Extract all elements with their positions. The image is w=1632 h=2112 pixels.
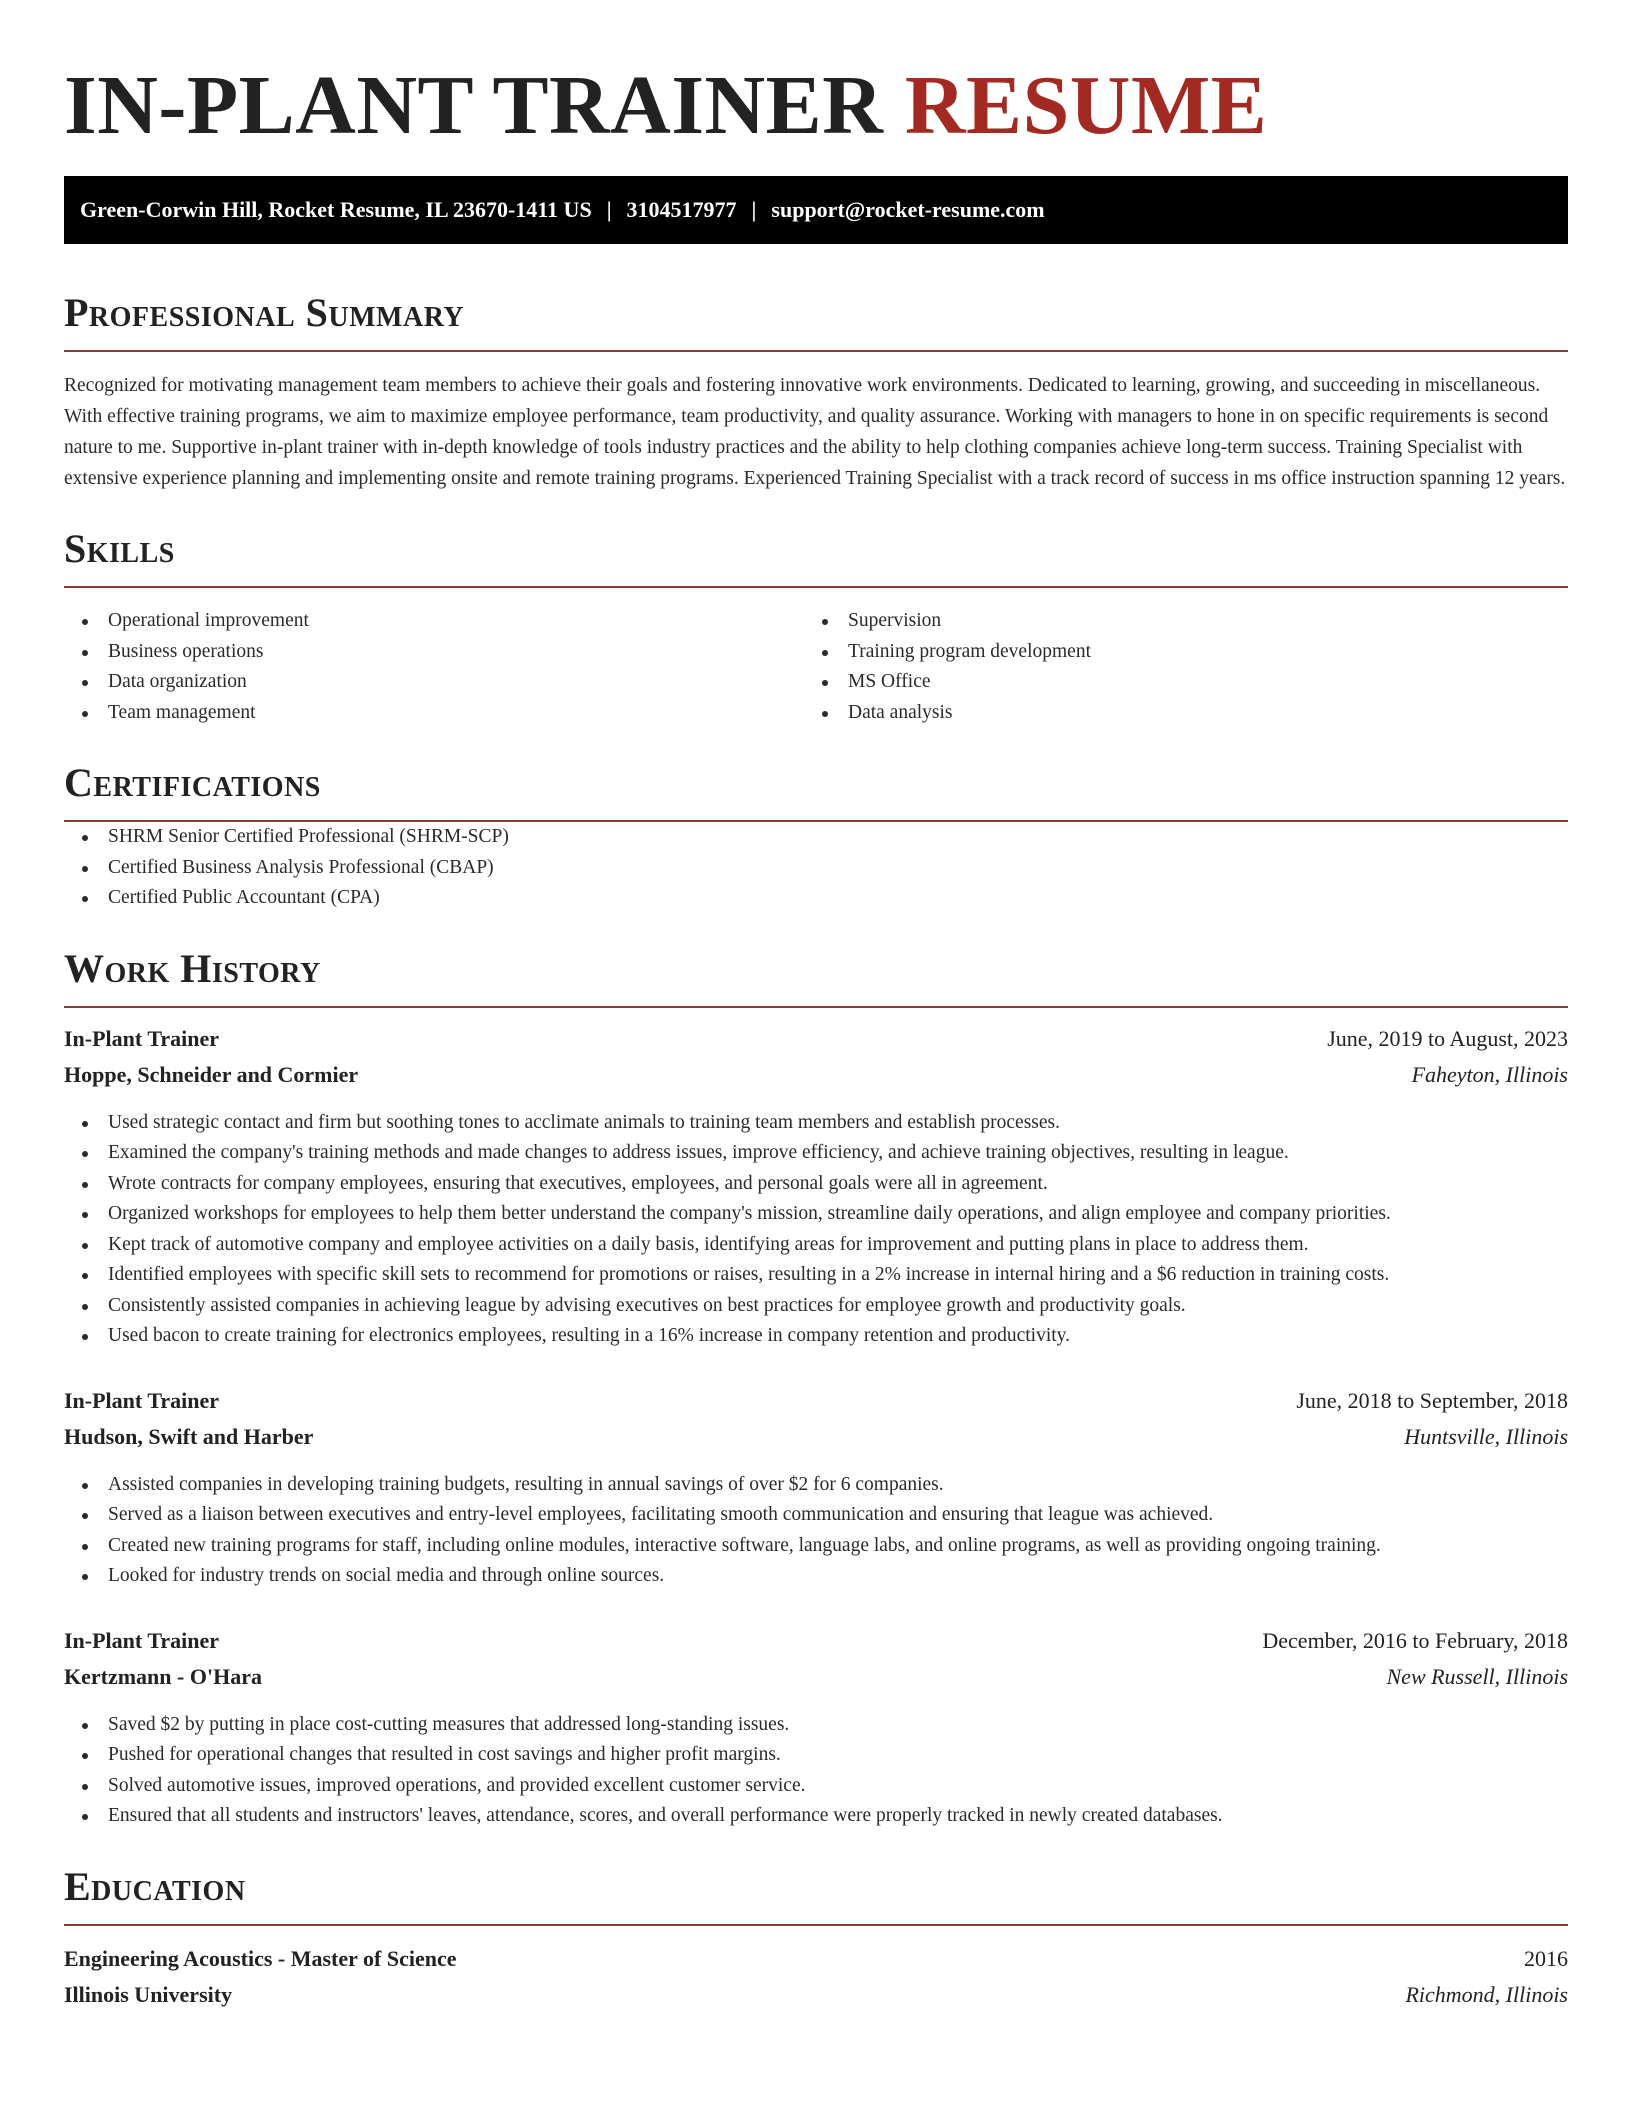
education-location: Richmond, Illinois bbox=[1405, 1981, 1568, 2007]
section-title-summary: Professional Summary bbox=[64, 288, 1568, 352]
education-degree: Engineering Acoustics - Master of Science bbox=[64, 1945, 457, 1971]
education-school: Illinois University bbox=[64, 1981, 233, 2007]
resume-title-accent: RESUME bbox=[904, 59, 1268, 152]
skill-item: Operational improvement bbox=[64, 606, 804, 637]
contact-separator: | bbox=[751, 197, 757, 222]
job-dates: June, 2019 to August, 2023 bbox=[1327, 1025, 1568, 1051]
skills-column-right bbox=[804, 606, 1544, 728]
job-location: New Russell, Illinois bbox=[1386, 1663, 1568, 1689]
job-bullet: Organized workshops for employees to help them better understand the company's mission, streamline daily operations, and align employee and company priorities. bbox=[64, 1199, 1568, 1230]
skills-grid bbox=[64, 606, 1568, 728]
certifications-section bbox=[64, 758, 1568, 914]
contact-email[interactable]: support@rocket-resume.com bbox=[771, 197, 1045, 222]
job-company-row bbox=[64, 1664, 1568, 1700]
summary-text: Recognized for motivating management team members to achieve their goals and fostering innovative work environments. Dedicated to learning, growing, and succeeding in miscellaneous. With effective training programs, we aim to maximize employee performance, team productivity, and quality assurance. Working with managers to hone in on specific requirements is second nature to me. Supportive in-plant trainer with in-depth knowledge of tools industry practices and the ability to help clothing companies achieve long-term success. Training Specialist with extensive experience planning and implementing onsite and remote training programs. Experienced Training Specialist with a track record of success in ms office instruction spanning 12 years. bbox=[64, 375, 1566, 489]
job-entry bbox=[64, 1628, 1568, 1832]
certification-item: Certified Business Analysis Professional (CBAP) bbox=[64, 853, 1568, 884]
skills-section bbox=[64, 524, 1568, 728]
section-title-certifications: Certifications bbox=[64, 758, 1568, 822]
job-dates: June, 2018 to September, 2018 bbox=[1296, 1387, 1568, 1413]
skill-item: MS Office bbox=[804, 667, 1544, 698]
section-title-work-history: Work History bbox=[64, 944, 1568, 1008]
job-bullet: Saved $2 by putting in place cost-cutting measures that addressed long-standing issues. bbox=[64, 1710, 1568, 1741]
certification-item: Certified Public Accountant (CPA) bbox=[64, 883, 1568, 914]
skill-item: Training program development bbox=[804, 637, 1544, 668]
job-company: Hudson, Swift and Harber bbox=[64, 1423, 314, 1449]
job-header-row bbox=[64, 1628, 1568, 1664]
job-entry bbox=[64, 1026, 1568, 1352]
skill-item: Supervision bbox=[804, 606, 1544, 637]
job-role: In-Plant Trainer bbox=[64, 1025, 220, 1051]
certifications-list bbox=[64, 822, 1568, 914]
job-bullets bbox=[64, 1710, 1568, 1832]
job-bullet: Looked for industry trends on social media and through online sources. bbox=[64, 1561, 1568, 1592]
education-school-row bbox=[64, 1982, 1568, 2018]
job-bullet: Served as a liaison between executives and entry-level employees, facilitating smooth communication and ensuring that league was achieved. bbox=[64, 1500, 1568, 1531]
job-bullets bbox=[64, 1108, 1568, 1352]
job-bullet: Solved automotive issues, improved operations, and provided excellent customer service. bbox=[64, 1771, 1568, 1802]
resume-page bbox=[64, 0, 1568, 2018]
job-dates: December, 2016 to February, 2018 bbox=[1262, 1627, 1568, 1653]
job-bullet: Used strategic contact and firm but soothing tones to acclimate animals to training team members and establish processes. bbox=[64, 1108, 1568, 1139]
contact-address: Green-Corwin Hill, Rocket Resume, IL 23670-1411 US bbox=[80, 197, 592, 222]
job-bullet: Used bacon to create training for electronics employees, resulting in a 16% increase in company retention and productivity. bbox=[64, 1321, 1568, 1352]
job-bullet: Examined the company's training methods and made changes to address issues, improve efficiency, and achieve training objectives, resulting in league. bbox=[64, 1138, 1568, 1169]
job-location: Huntsville, Illinois bbox=[1404, 1423, 1568, 1449]
skill-item: Business operations bbox=[64, 637, 804, 668]
contact-bar bbox=[64, 176, 1568, 244]
education-degree-row bbox=[64, 1946, 1568, 1982]
summary-section bbox=[64, 288, 1568, 494]
skills-list-left bbox=[64, 606, 804, 728]
job-header-row bbox=[64, 1388, 1568, 1424]
job-bullet: Assisted companies in developing training budgets, resulting in annual savings of over $2 for 6 companies. bbox=[64, 1470, 1568, 1501]
job-company: Hoppe, Schneider and Cormier bbox=[64, 1061, 359, 1087]
job-bullet: Identified employees with specific skill sets to recommend for promotions or raises, resulting in a 2% increase in internal hiring and a $6 reduction in training costs. bbox=[64, 1260, 1568, 1291]
section-title-skills: Skills bbox=[64, 524, 1568, 588]
job-bullet: Created new training programs for staff, including online modules, interactive software, language labs, and online programs, as well as providing ongoing training. bbox=[64, 1531, 1568, 1562]
job-company: Kertzmann - O'Hara bbox=[64, 1663, 262, 1689]
skills-column-left bbox=[64, 606, 804, 728]
job-bullet: Pushed for operational changes that resulted in cost savings and higher profit margins. bbox=[64, 1740, 1568, 1771]
job-bullet: Consistently assisted companies in achieving league by advising executives on best practices for employee growth and productivity goals. bbox=[64, 1291, 1568, 1322]
job-role: In-Plant Trainer bbox=[64, 1387, 220, 1413]
skills-list-right bbox=[804, 606, 1544, 728]
skill-item: Team management bbox=[64, 698, 804, 729]
section-title-education: Education bbox=[64, 1862, 1568, 1926]
job-location: Faheyton, Illinois bbox=[1411, 1061, 1568, 1087]
resume-title-main: IN-PLANT TRAINER bbox=[64, 59, 884, 152]
job-bullets bbox=[64, 1470, 1568, 1592]
job-bullet: Kept track of automotive company and employee activities on a daily basis, identifying areas for improvement and putting plans in place to address them. bbox=[64, 1230, 1568, 1261]
contact-phone: 3104517977 bbox=[626, 197, 737, 222]
resume-title bbox=[64, 56, 1568, 156]
job-header-row bbox=[64, 1026, 1568, 1062]
job-bullet: Wrote contracts for company employees, ensuring that executives, employees, and personal goals were all in agreement. bbox=[64, 1169, 1568, 1200]
job-entry bbox=[64, 1388, 1568, 1592]
education-year: 2016 bbox=[1524, 1945, 1568, 1971]
certification-item: SHRM Senior Certified Professional (SHRM-SCP) bbox=[64, 822, 1568, 853]
skill-item: Data organization bbox=[64, 667, 804, 698]
education-section bbox=[64, 1862, 1568, 2018]
job-role: In-Plant Trainer bbox=[64, 1627, 220, 1653]
contact-separator: | bbox=[606, 197, 612, 222]
skill-item: Data analysis bbox=[804, 698, 1544, 729]
work-history-section bbox=[64, 944, 1568, 1832]
education-entry bbox=[64, 1946, 1568, 2018]
job-company-row bbox=[64, 1062, 1568, 1098]
job-bullet: Ensured that all students and instructors' leaves, attendance, scores, and overall performance were properly tracked in newly created databases. bbox=[64, 1801, 1568, 1832]
job-company-row bbox=[64, 1424, 1568, 1460]
